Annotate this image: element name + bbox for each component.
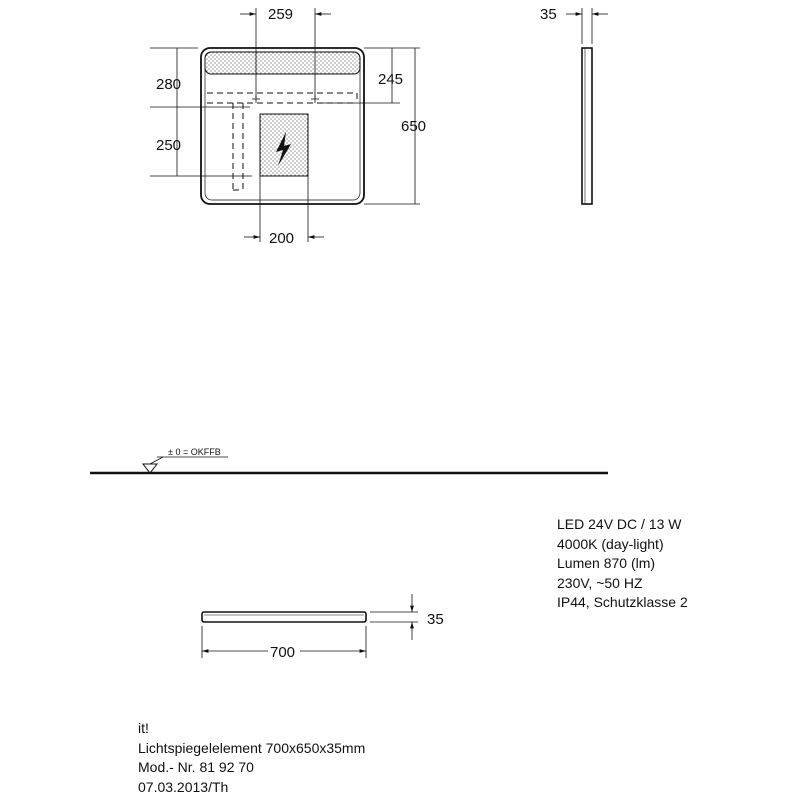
side-view bbox=[540, 6, 608, 204]
floor-line bbox=[90, 447, 608, 473]
spec-line: IP44, Schutzklasse 2 bbox=[557, 594, 688, 610]
dim-label-259: 259 bbox=[268, 6, 294, 23]
product-name: Lichtspiegelelement 700x650x35mm bbox=[138, 739, 366, 756]
spec-line: 4000K (day-light) bbox=[557, 535, 664, 552]
dim-label-bottom-35: 35 bbox=[427, 611, 444, 628]
spec-line: 230V, ~50 HZ bbox=[557, 574, 643, 591]
technical-specs bbox=[557, 515, 688, 613]
mirror-side-profile bbox=[582, 48, 592, 204]
spec-line: LED 24V DC / 13 W bbox=[557, 516, 682, 532]
product-info bbox=[138, 719, 365, 797]
dim-label-280: 280 bbox=[156, 76, 182, 93]
dim-label-200: 200 bbox=[269, 230, 295, 247]
bottom-view bbox=[202, 594, 444, 661]
mirror-bottom-profile bbox=[202, 612, 366, 622]
dim-label-side-35: 35 bbox=[540, 6, 557, 23]
dim-label-250: 250 bbox=[156, 137, 182, 154]
dim-label-245: 245 bbox=[378, 71, 404, 88]
drawing-date: 07.03.2013/Th bbox=[138, 778, 229, 795]
model-number: Mod.- Nr. 81 92 70 bbox=[138, 759, 254, 775]
dim-label-650: 650 bbox=[401, 118, 427, 135]
front-view bbox=[150, 6, 426, 247]
led-light-band bbox=[205, 52, 360, 74]
floor-level-label: ± 0 = OKFFB bbox=[168, 447, 221, 457]
dim-label-700: 700 bbox=[270, 644, 296, 661]
brand-name: it! bbox=[138, 720, 149, 736]
spec-line: Lumen 870 (lm) bbox=[557, 555, 656, 571]
